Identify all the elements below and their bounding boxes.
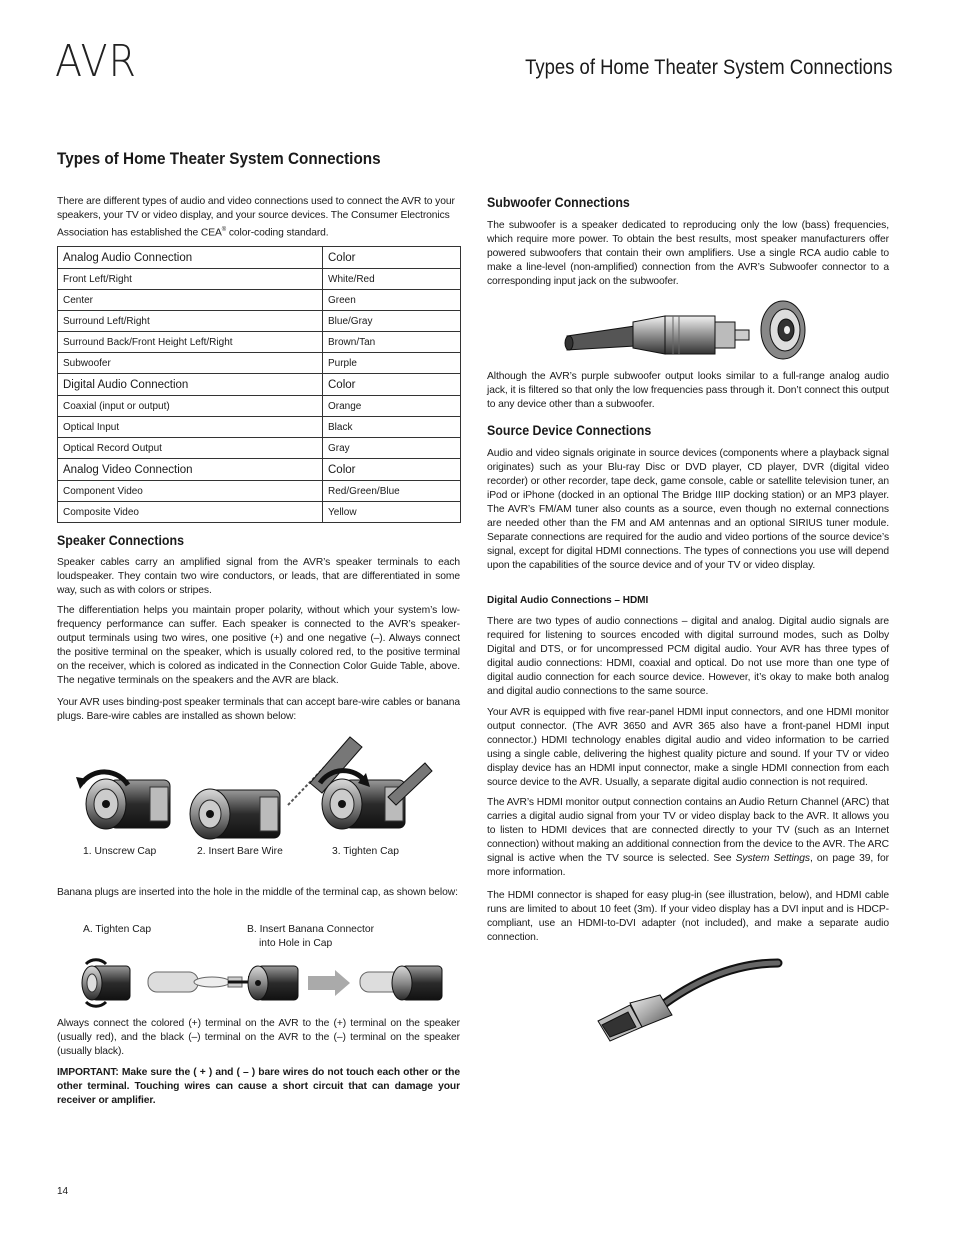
table-row xyxy=(58,353,461,374)
banana-post-inserted xyxy=(360,966,442,1000)
banana-step-a: A. Tighten Cap xyxy=(83,924,152,935)
connection-cell: Component Video xyxy=(58,481,323,502)
speaker-paragraph-2: The differentiation helps you maintain proper polarity, without which your system’s low-frequency performance can suffer. Each speaker is connected to the AVR’s speaker-output terminals using two wires, one positive (+) and one negative (–). Always connect the positive terminal on the speaker, which is usually colored red, to the positive terminal on the receiver, which is colored as indicated in the Connection Color Guide Table, above. The negative terminals on the speakers and the AVR are black. xyxy=(57,605,460,686)
subwoofer-paragraph-2: Although the AVR’s purple subwoofer output looks similar to a full-range analog audio jack, it is filtered so that only the low frequencies pass through it. Don’t connect this output to any device other than a subwoofer. xyxy=(487,371,889,410)
avr-logo: AVR xyxy=(55,36,137,87)
registered-mark: ® xyxy=(221,227,227,233)
intro-text-end: color-coding standard. xyxy=(226,227,329,239)
color-cell: White/Red xyxy=(323,269,461,290)
table-row xyxy=(58,311,461,332)
source-paragraph-1: Audio and video signals originate in source devices (components where a playback signal originates) such as your Blu-ray Disc or DVD player, CD player, DVR (digital video recorder) or other recorder, tape deck, game console, cable or satellite television tuner, an iPod or iPhone (docked in an optional The Bridge IIIP docking station) or an MP3 player. The AVR’s FM/AM tuner also counts as a source, even though no external connections are needed other than the FM and AM antennas and an optional SIRIUS tuner module. Separate connections are required for the audio and video portions of the source device’s signal, except for digital HDMI connections. The types of connections you use will depend upon the capabilities of the source device and of your TV or video display. xyxy=(487,448,889,571)
connection-cell: Optical Record Output xyxy=(58,438,323,459)
color-cell: Gray xyxy=(323,438,461,459)
color-cell: Black xyxy=(323,417,461,438)
table-row xyxy=(58,269,461,290)
color-header-cell: Color xyxy=(323,247,461,269)
connection-cell: Composite Video xyxy=(58,502,323,523)
connection-cell: Center xyxy=(58,290,323,311)
banana-step-b: B. Insert Banana Connector xyxy=(247,924,375,935)
connection-cell: Front Left/Right xyxy=(58,269,323,290)
hdmi-cable-illustration xyxy=(590,955,790,1050)
hdmi-cable-paragraph: The HDMI connector is shaped for easy plug-in (see illustration, below), and HDMI cable runs are limited to about 10 feet (3m). If your video display has a DVI input and is HDCP-compliant, use an HDMI-to-DVI adapter (not included), and make a separate audio connection. xyxy=(487,890,889,943)
step-tighten-caption: 3. Tighten Cap xyxy=(332,846,399,857)
rca-jack-icon xyxy=(761,301,805,359)
connection-cell: Subwoofer xyxy=(58,353,323,374)
subwoofer-paragraph-1: The subwoofer is a speaker dedicated to reproducing only the low (bass) frequencies, which require more power. To obtain the best results, most speaker manufacturers offer powered subwoofers that contain their own amplifiers. Use a single RCA audio cable to make a line-level (non-amplified) connection from the AVR’s Subwoofer connector to a corresponding input jack on the subwoofer. xyxy=(487,220,889,287)
color-cell: Green xyxy=(323,290,461,311)
color-header-cell: Color xyxy=(323,459,461,481)
table-row xyxy=(58,502,461,523)
connection-cell: Coaxial (input or output) xyxy=(58,396,323,417)
subwoofer-connections-heading: Subwoofer Connections xyxy=(487,195,630,210)
table-row xyxy=(58,417,461,438)
banana-connector xyxy=(148,972,260,992)
banana-plug-illustration xyxy=(80,960,450,1008)
intro-text: There are different types of audio and video connections used to connect the AVR to your speakers, your TV or video display, and your source devices. The Consumer Electronics Association has established the CEA xyxy=(57,196,455,239)
color-cell: Brown/Tan xyxy=(323,332,461,353)
table-row xyxy=(58,290,461,311)
step-insert-caption: 2. Insert Bare Wire xyxy=(197,846,283,857)
connection-cell: Optical Input xyxy=(58,417,323,438)
rca-cable-illustration xyxy=(565,298,815,364)
color-cell: Purple xyxy=(323,353,461,374)
system-settings-reference: System Settings xyxy=(735,853,810,864)
color-cell: Red/Green/Blue xyxy=(323,481,461,502)
page-number: 14 xyxy=(57,1186,69,1197)
arrow-icon xyxy=(308,970,350,996)
digital-audio-paragraph: There are two types of audio connections – digital and analog. Digital audio signals are required for listening to sources encoded with digital surround modes, such as Dolby Digital and DTS, or for uncompressed PCM digital audio. Your AVR has three types of digital audio connections: HDMI, coaxial and optical. Do not use more than one type of digital audio connection for each source device. However, it’s okay to make both analog and digital audio connections to the same source. xyxy=(487,616,889,697)
hdmi-subheading: Digital Audio Connections – HDMI xyxy=(487,595,649,606)
header-section-title: Types of Home Theater System Connections xyxy=(524,56,892,79)
connection-cell: Surround Back/Front Height Left/Right xyxy=(58,332,323,353)
connection-cell: Surround Left/Right xyxy=(58,311,323,332)
section-title-cell: Analog Video Connection xyxy=(58,459,323,481)
color-guide-table-wrapper xyxy=(57,246,461,523)
banana-paragraph: Banana plugs are inserted into the hole in the middle of the terminal cap, as shown below: xyxy=(57,887,458,898)
table-row xyxy=(58,438,461,459)
table-section-header xyxy=(58,247,461,269)
color-header-cell: Color xyxy=(323,374,461,396)
section-title-cell: Analog Audio Connection xyxy=(58,247,323,269)
hdmi-inputs-paragraph: Your AVR is equipped with five rear-panel HDMI input connectors, and one HDMI monitor output connector. (The AVR 3650 and AVR 365 also have a front-panel HDMI input connector.) HDMI technology enables digital audio and video information to be carried using a single cable, delivering the highest quality picture and sound. If your TV or video display device has an HDMI input connector, make a single HDMI connection from each source device to the AVR. Usually, a separate digital audio connection is not required. xyxy=(487,707,889,788)
arc-paragraph xyxy=(487,796,889,880)
binding-post-unscrew xyxy=(76,772,170,829)
table-row xyxy=(58,396,461,417)
source-device-connections-heading: Source Device Connections xyxy=(487,423,652,438)
table-row xyxy=(58,332,461,353)
table-row xyxy=(58,481,461,502)
bare-wire-illustration xyxy=(70,735,430,845)
arc-text: The AVR’s HDMI monitor output connection contains an Audio Return Channel (ARC) that carries a digital audio signal from your TV or video display back to the AVR. It allows you to listen to HDMI devices that are connected directly to your TV (such as an Internet connection) without making an additional connection from the device to the AVR. The ARC signal is active when the TV source is selected. See xyxy=(487,797,889,864)
banana-post-b xyxy=(248,966,298,1000)
speaker-paragraph-3: Your AVR uses binding-post speaker terminals that can accept bare-wire cables or banana plugs. Bare-wire cables are installed as shown below: xyxy=(57,697,460,722)
banana-step-b-line2: into Hole in Cap xyxy=(259,938,333,949)
color-cell: Blue/Gray xyxy=(323,311,461,332)
table-section-header xyxy=(58,374,461,396)
polarity-paragraph: Always connect the colored (+) terminal on the AVR to the (+) terminal on the speaker (usually red), and the black (–) terminal on the AVR to the (–) terminal on the speaker (usually black). xyxy=(57,1018,460,1057)
intro-paragraph xyxy=(57,195,460,240)
color-guide-table xyxy=(57,246,461,523)
page-title: Types of Home Theater System Connections xyxy=(57,149,381,168)
arc-text-end: , on page 39, for more information. xyxy=(487,853,889,878)
speaker-connections-heading: Speaker Connections xyxy=(57,533,185,548)
table-section-header xyxy=(58,459,461,481)
speaker-paragraph-1: Speaker cables carry an amplified signal from the AVR’s speaker terminals to each loudspeaker. They contain two wire conductors, or leads, that are differentiated in some way, such as with colors or stripes. xyxy=(57,557,460,596)
banana-post-a xyxy=(82,960,130,1006)
color-cell: Orange xyxy=(323,396,461,417)
color-cell: Yellow xyxy=(323,502,461,523)
binding-post-tighten xyxy=(320,763,432,829)
important-warning: IMPORTANT: Make sure the ( + ) and ( – ) bare wires do not touch each other or the other terminal. Touching wires can cause a short circuit that can damage your receiver or amplifier. xyxy=(57,1067,460,1106)
section-title-cell: Digital Audio Connection xyxy=(58,374,323,396)
step-unscrew-caption: 1. Unscrew Cap xyxy=(83,846,157,857)
